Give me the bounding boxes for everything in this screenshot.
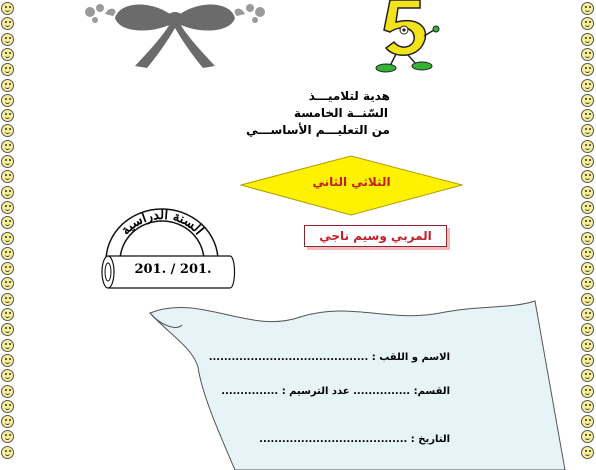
smiley-icon xyxy=(1,400,14,413)
smiley-icon xyxy=(581,170,594,183)
dedication-line-2: السّنــة الخامسة xyxy=(293,106,388,120)
smiley-icon xyxy=(581,446,594,459)
date-dots[interactable]: ....................................... xyxy=(259,434,408,445)
smiley-icon xyxy=(581,247,594,260)
smiley-icon xyxy=(581,79,594,92)
smiley-icon xyxy=(581,33,594,46)
smiley-icon xyxy=(1,155,14,168)
dedication-line-3: من التعليـــم الأساســـي xyxy=(246,123,390,137)
number-5-mascot-icon xyxy=(360,0,450,80)
smiley-icon xyxy=(1,48,14,61)
smiley-icon xyxy=(581,124,594,137)
smiley-icon xyxy=(581,140,594,153)
registration-label: عدد الترسيم : xyxy=(281,386,350,397)
smiley-icon xyxy=(1,339,14,352)
smiley-icon xyxy=(1,308,14,321)
smiley-icon xyxy=(581,109,594,122)
smiley-icon xyxy=(581,2,594,15)
name-field[interactable] xyxy=(209,352,450,363)
class-reg-field[interactable] xyxy=(221,386,450,397)
smiley-icon xyxy=(1,369,14,382)
date-field[interactable] xyxy=(259,434,450,445)
smiley-icon xyxy=(1,63,14,76)
smiley-icon xyxy=(1,415,14,428)
smiley-icon xyxy=(581,369,594,382)
registration-dots[interactable]: ............... xyxy=(221,386,279,397)
smiley-icon xyxy=(581,293,594,306)
smiley-icon xyxy=(581,400,594,413)
school-year-value: 201. / 201. xyxy=(134,262,212,277)
school-year-label: السنة الدراسية xyxy=(118,207,206,239)
smiley-icon xyxy=(581,232,594,245)
smiley-icon xyxy=(581,262,594,275)
smiley-icon xyxy=(1,262,14,275)
class-label: القسم: xyxy=(413,386,450,397)
smiley-icon xyxy=(1,109,14,122)
smiley-icon xyxy=(1,247,14,260)
left-smiley-border xyxy=(0,0,16,470)
smiley-icon xyxy=(581,430,594,443)
smiley-icon xyxy=(581,277,594,290)
class-dots[interactable]: ............... xyxy=(353,386,411,397)
smiley-icon xyxy=(581,308,594,321)
smiley-icon xyxy=(1,170,14,183)
right-smiley-border xyxy=(580,0,596,470)
smiley-icon xyxy=(581,155,594,168)
smiley-icon xyxy=(1,216,14,229)
term-label: الثلاثي الثاني xyxy=(312,175,391,189)
smiley-icon xyxy=(581,63,594,76)
smiley-icon xyxy=(1,186,14,199)
date-label: التاريخ : xyxy=(410,434,450,445)
smiley-icon xyxy=(1,94,14,107)
smiley-icon xyxy=(1,430,14,443)
smiley-icon xyxy=(1,354,14,367)
name-dots[interactable]: .......................................... xyxy=(208,352,369,363)
smiley-icon xyxy=(1,79,14,92)
smiley-icon xyxy=(581,415,594,428)
smiley-icon xyxy=(1,446,14,459)
smiley-icon xyxy=(1,323,14,336)
smiley-icon xyxy=(581,385,594,398)
dedication-text xyxy=(160,88,390,139)
smiley-icon xyxy=(1,33,14,46)
smiley-icon xyxy=(1,293,14,306)
smiley-icon xyxy=(581,48,594,61)
dedication-line-1: هدية لتلاميـــذ xyxy=(308,89,390,103)
smiley-icon xyxy=(1,385,14,398)
teacher-name: المربي وسيم ناجي xyxy=(304,225,447,247)
smiley-icon xyxy=(1,232,14,245)
smiley-icon xyxy=(581,323,594,336)
smiley-icon xyxy=(581,354,594,367)
smiley-icon xyxy=(1,2,14,15)
ribbon-bow-icon xyxy=(75,0,275,70)
name-label: الاسم و اللقب : xyxy=(371,352,450,363)
smiley-icon xyxy=(1,140,14,153)
smiley-icon xyxy=(581,94,594,107)
smiley-icon xyxy=(581,186,594,199)
smiley-icon xyxy=(581,339,594,352)
smiley-icon xyxy=(1,277,14,290)
smiley-icon xyxy=(581,216,594,229)
smiley-icon xyxy=(1,124,14,137)
smiley-icon xyxy=(581,17,594,30)
smiley-icon xyxy=(1,201,14,214)
smiley-icon xyxy=(581,201,594,214)
smiley-icon xyxy=(1,17,14,30)
